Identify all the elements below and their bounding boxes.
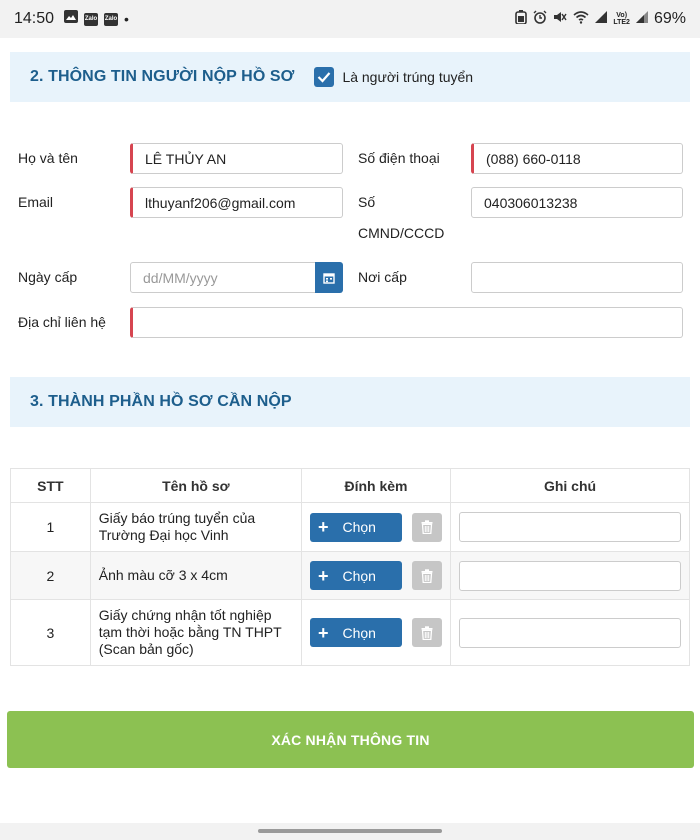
note-input[interactable]: [459, 618, 681, 648]
id-number-label-line1: Số: [358, 194, 376, 210]
trash-icon: [421, 520, 433, 534]
zalo-icon: Zalo: [104, 13, 118, 26]
table-row: [11, 503, 690, 552]
choose-file-button[interactable]: [310, 513, 402, 542]
choose-file-label: Chọn: [342, 519, 376, 535]
section-header-documents: [10, 377, 690, 427]
row-attach-cell: [301, 600, 450, 666]
row-stt: 3: [11, 600, 91, 666]
email-input[interactable]: [130, 187, 343, 218]
section-title-applicant: 2. THÔNG TIN NGƯỜI NỘP HỒ SƠ: [30, 68, 295, 85]
row-attach-cell: [301, 552, 450, 600]
row-note-cell: [451, 552, 690, 600]
row-stt: 2: [11, 552, 91, 600]
row-stt: 1: [11, 503, 91, 552]
table-row: [11, 600, 690, 666]
plus-icon: +: [317, 565, 329, 586]
section-title-documents: 3. THÀNH PHẦN HỒ SƠ CẦN NỘP: [30, 393, 292, 410]
mute-icon: [553, 10, 567, 29]
confirm-info-button[interactable]: XÁC NHẬN THÔNG TIN: [7, 711, 694, 768]
network-type: Vo) LTE2: [613, 12, 630, 26]
row-doc-name: [90, 503, 301, 552]
trash-icon: [421, 626, 433, 640]
id-number-label-line2: CMND/CCCD: [358, 225, 445, 241]
row-note-cell: [451, 600, 690, 666]
plus-icon: +: [317, 517, 329, 537]
issue-place-label: Nơi cấp: [358, 269, 407, 285]
note-input[interactable]: [459, 512, 681, 542]
note-input[interactable]: [459, 561, 681, 591]
delete-file-button[interactable]: [412, 618, 442, 647]
row-doc-name: [90, 552, 301, 600]
table-header-row: [11, 469, 690, 503]
doc-name-line: tạm thời hoặc bằng TN THPT: [98, 624, 282, 640]
phone-input[interactable]: [471, 143, 683, 174]
signal-icon: [595, 10, 607, 28]
calendar-button[interactable]: [315, 262, 343, 293]
more-notifications-dot: •: [124, 11, 129, 27]
wifi-icon: [573, 10, 589, 29]
navigation-bar: [0, 823, 700, 840]
trash-icon: [421, 569, 433, 583]
plus-icon: +: [317, 622, 329, 643]
issue-date-input[interactable]: [130, 262, 316, 293]
choose-file-button[interactable]: [310, 561, 402, 590]
col-header-note: Ghi chú: [451, 469, 690, 503]
delete-file-button[interactable]: [412, 561, 442, 590]
zalo-icon: Zalo: [84, 13, 98, 26]
issue-date-label: Ngày cấp: [18, 269, 78, 285]
documents-table: [10, 468, 690, 666]
doc-name-line: Trường Đại học Vinh: [98, 527, 229, 543]
phone-label: Số điện thoại: [358, 150, 440, 166]
address-input[interactable]: [130, 307, 683, 338]
checkmark-icon: [317, 71, 331, 83]
email-label: Email: [18, 194, 54, 210]
choose-file-label: Chọn: [342, 624, 376, 641]
status-bar: [0, 0, 700, 38]
table-row: [11, 552, 690, 600]
doc-name-line: Giấy báo trúng tuyển của: [98, 510, 256, 526]
battery-saver-icon: [515, 10, 527, 29]
row-attach-cell: [301, 503, 450, 552]
form-page: [0, 38, 700, 823]
signal-icon: [636, 10, 648, 28]
doc-name-line: Giấy chứng nhận tốt nghiệp: [98, 607, 272, 623]
doc-name-line: Ảnh màu cỡ 3 x 4cm: [98, 567, 228, 583]
delete-file-button[interactable]: [412, 513, 442, 542]
doc-name-line: (Scan bản gốc): [98, 641, 194, 657]
calendar-icon: [323, 272, 335, 284]
col-header-stt: STT: [11, 469, 91, 503]
is-admitted-label: Là người trúng tuyển: [342, 69, 474, 85]
row-doc-name: [90, 600, 301, 666]
battery-level: 69%: [653, 10, 686, 27]
address-label: Địa chỉ liên hệ: [18, 314, 106, 330]
alarm-icon: [533, 10, 547, 29]
row-note-cell: [451, 503, 690, 552]
fullname-input[interactable]: [130, 143, 343, 174]
home-gesture-handle[interactable]: [258, 829, 442, 833]
col-header-attach: Đính kèm: [301, 469, 450, 503]
section-header-applicant: [10, 52, 690, 102]
is-admitted-checkbox[interactable]: [314, 67, 334, 87]
col-header-name: Tên hồ sơ: [90, 469, 301, 503]
choose-file-button[interactable]: [310, 618, 402, 647]
id-number-input[interactable]: [471, 187, 683, 218]
fullname-label: Họ và tên: [18, 150, 78, 166]
gallery-icon: [64, 10, 78, 28]
choose-file-label: Chọn: [342, 567, 376, 584]
status-time: 14:50: [14, 10, 55, 27]
is-admitted-checkbox-group[interactable]: [314, 67, 473, 87]
issue-place-input[interactable]: [471, 262, 683, 293]
